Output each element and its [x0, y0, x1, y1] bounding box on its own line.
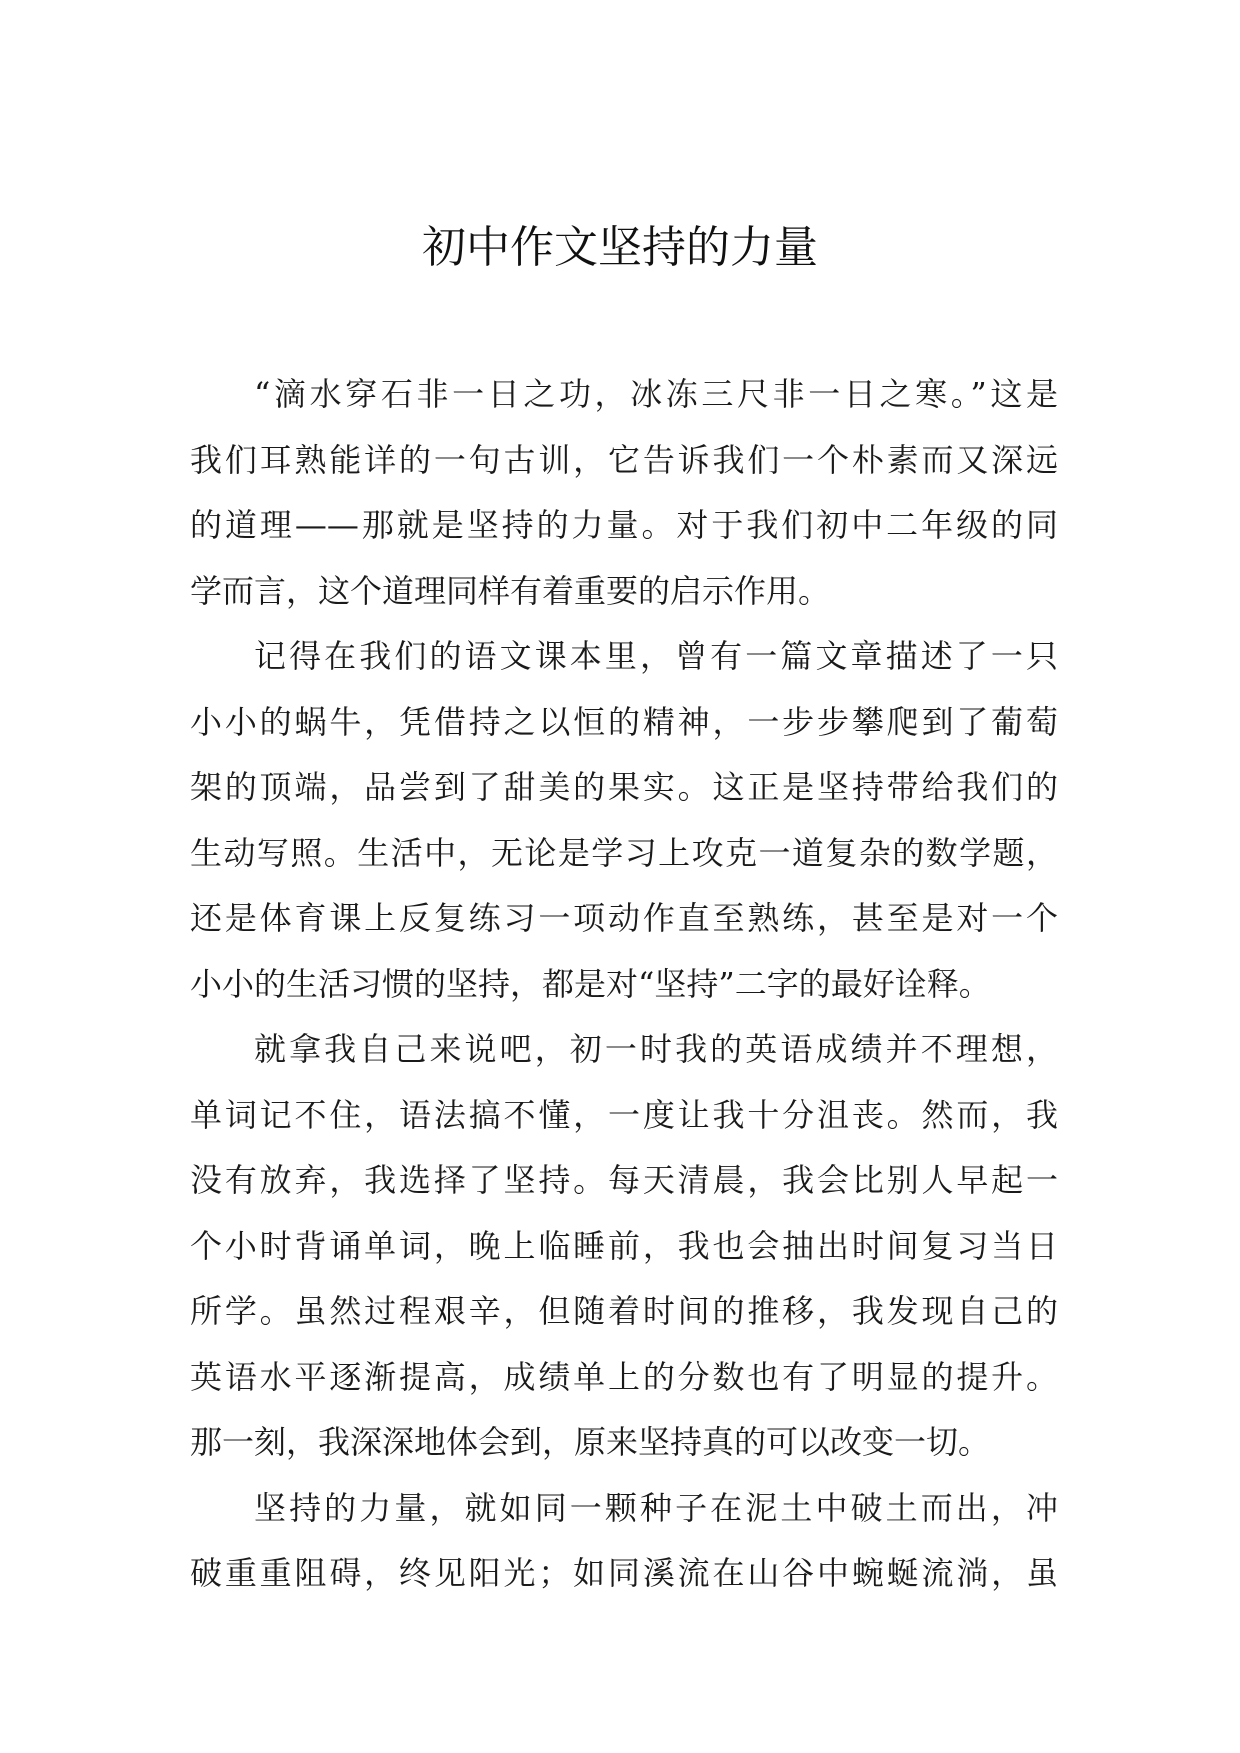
paragraph-2-line-5: 还是体育课上反复练习一项动作直至熟练，甚至是对一个	[190, 899, 1058, 937]
paragraph-1-line-1: “滴水穿石非一日之功，冰冻三尺非一日之寒。”这是	[254, 375, 1058, 413]
paragraph-3-line-7: 那一刻，我深深地体会到，原来坚持真的可以改变一切。	[190, 1423, 991, 1461]
paragraph-1-line-4: 学而言，这个道理同样有着重要的启示作用。	[190, 571, 831, 610]
paragraph-2-line-4: 生动写照。生活中，无论是学习上攻克一道复杂的数学题，	[190, 833, 1058, 872]
paragraph-2-line-1: 记得在我们的语文课本里，曾有一篇文章描述了一只	[254, 637, 1058, 675]
paragraph-2-line-2: 小小的蜗牛，凭借持之以恒的精神，一步步攀爬到了葡萄	[190, 702, 1058, 741]
document-body	[190, 362, 1058, 1607]
paragraph-3-line-3: 没有放弃，我选择了坚持。每天清晨，我会比别人早起一	[190, 1161, 1058, 1199]
paragraph-4-line-1: 坚持的力量，就如同一颗种子在泥土中破土而出，冲	[254, 1488, 1058, 1527]
document-title: 初中作文坚持的力量	[422, 222, 818, 273]
paragraph-4-line-2: 破重重阻碍，终见阳光；如同溪流在山谷中蜿蜒流淌，虽	[190, 1554, 1058, 1592]
paragraph-2-line-6: 小小的生活习惯的坚持，都是对“坚持”二字的最好诠释。	[190, 964, 991, 1003]
paragraph-3-line-5: 所学。虽然过程艰辛，但随着时间的推移，我发现自己的	[190, 1292, 1058, 1330]
paragraph-3-line-6: 英语水平逐渐提高，成绩单上的分数也有了明显的提升。	[190, 1357, 1058, 1396]
paragraph-3-line-4: 个小时背诵单词，晚上临睡前，我也会抽出时间复习当日	[190, 1226, 1058, 1265]
paragraph-1-line-3: 的道理——那就是坚持的力量。对于我们初中二年级的同	[190, 506, 1058, 544]
paragraph-3-line-2: 单词记不住，语法搞不懂，一度让我十分沮丧。然而，我	[190, 1095, 1058, 1134]
paragraph-1-line-2: 我们耳熟能详的一句古训，它告诉我们一个朴素而又深远	[190, 440, 1058, 479]
paragraph-2-line-3: 架的顶端，品尝到了甜美的果实。这正是坚持带给我们的	[190, 768, 1058, 806]
paragraph-3-line-1: 就拿我自己来说吧，初一时我的英语成绩并不理想，	[254, 1030, 1058, 1068]
